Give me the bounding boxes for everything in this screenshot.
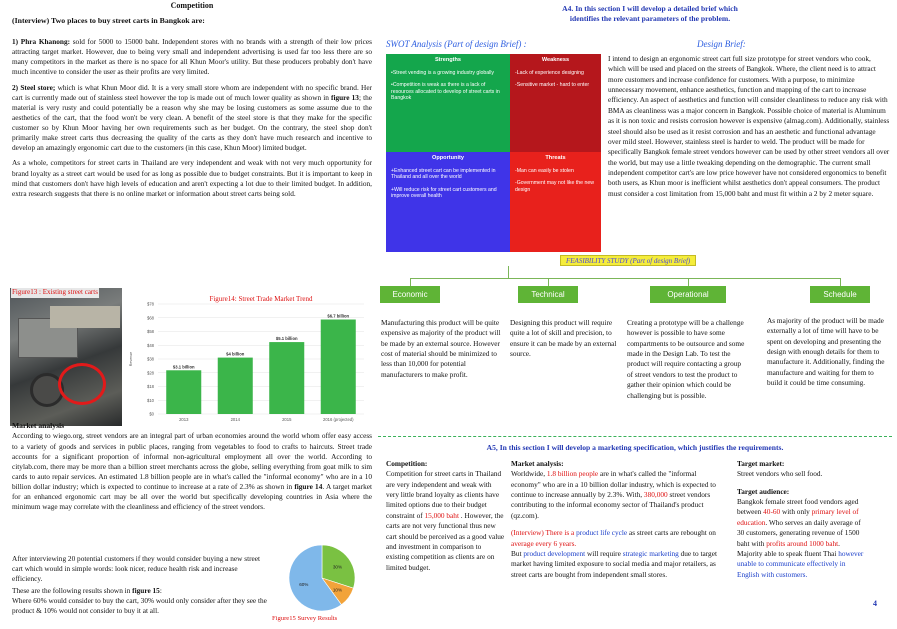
x-tick-label: 2014 (230, 417, 240, 422)
bar-value-label: $5.1 billion (275, 336, 298, 342)
design-brief-title: Design Brief: (697, 39, 746, 49)
pie-slice-label: 10% (332, 587, 343, 593)
swot-threats: Threats -Man can easily be stolen -Government may not like the new design (510, 152, 601, 252)
tab-technical: Technical (518, 286, 578, 303)
target-market-text: Street vendors who sell food. (737, 469, 823, 479)
figure15-chart (270, 540, 375, 624)
survey-results-line: These are the following results shown in figure 15: (12, 586, 162, 596)
economic-text: Manufacturing this product will be quite expensive as majority of the product will be made by an external source. However cost of material should be minimized to less than 10,000 for potential manufacturers to make profit. (381, 318, 501, 379)
market-analysis-block (12, 421, 372, 512)
bar (218, 358, 253, 414)
bar-value-label: $3.1 billion (172, 364, 195, 370)
technical-text: Designing this product will require quite a lot of skill and precision, to ensure it can be made by an external source. (510, 318, 617, 359)
target-audience-title: Target audience: (737, 486, 790, 496)
tab-economic: Economic (380, 286, 440, 303)
paragraph-summary: As a whole, competitors for street carts in Thailand are very independent and weak with not very much opportunity for brand loyalty as a street cart would be used for as long as possible due to budget constraints. But it is important to keep in mind that customers don't have high levels of education and aren't expecting a lot due to their limited budget. In addition, extra research suggests that there is no online market or information about street carts being sold. (12, 158, 372, 198)
bar-value-label: $4 billion (226, 351, 245, 357)
market-section (511, 459, 725, 580)
red-highlight-circle (58, 363, 106, 405)
target-section (737, 459, 865, 580)
fig13-caption: Figure13 : Existing street carts (12, 288, 98, 296)
a5-title: A5, In this section I will develop a marketing specification, which justifies the requirements. (486, 443, 784, 452)
y-tick-label: $48 (147, 342, 154, 348)
tab-schedule: Schedule (810, 286, 870, 303)
competition-heading: Competition (170, 1, 214, 10)
bar (166, 370, 201, 414)
bar (321, 320, 356, 414)
operational-text: Creating a prototype will be a challenge however is possible to have some compartments to be outsource and some made in the Design Lab. To test the product will require contacting a group of street vendors to test the product to gather their opinion which could be challenging but is possible. (627, 318, 745, 400)
swot-title: SWOT Analysis (Part of design Brief) : (386, 39, 527, 49)
interview-subheading: (Interview) Two places to buy street carts in Bangkok are: (12, 16, 205, 26)
market-analysis-text: According to wiego.org, street vendors are an integral part of urban economies around the world whom offer easy access to a variety of goods and services in public places, ranging from vegetables to food to crafts to haircuts. Street trade accounts for a significant proportion of informal non-agricultural employment all over the world. According to citylab.com, there may be more than a billion street merchants across the globe, selling everything from goat milk to sim cards to auto repair services. An estimated 1.8 billion people are in what's called the "informal economy" who are in a 10 billion dollar industry; which is expected to continue to increase at a rate of 2.3% as shown in figure 14. A target market for an enhanced ergonomic cart may be all over the world but specifically developing countries in Asia where the minimum wage may correlate with the cleanliness and efficiency of the street vendors. (12, 431, 372, 511)
target-market-title: Target market: (737, 459, 785, 468)
cart-roof-shape (50, 306, 120, 328)
tree-branch (410, 278, 841, 279)
y-tick-label: $10 (147, 397, 154, 403)
figure13-photo (10, 288, 122, 426)
market-text-3: But product development will require strategic marketing due to target market having limited exposure to social media and major retailers, as street carts are bought from independent small stores. (511, 548, 717, 579)
market-text-1: Worldwide, 1.8 billion people are in what's called the "informal economy" who are in a 10 billion dollar industry, which is expected to continue to increase annually by 2.3%. With, 380,000 street vendors contributing to the informal economy sector of Thailand's product (qz.com). (511, 469, 716, 520)
competition-title: Competition: (386, 459, 428, 468)
survey-block (12, 554, 267, 616)
y-tick-label: $0 (149, 411, 154, 417)
target-audience-text: Bangkok female street food vendors aged between 40-60 with only primary level of education. Who serves an daily average of 30 customers, generating revenue of 1500 baht with profits around 1000 baht. Majority able to speak fluent Thai however unable to communicate effectively in English with customers. (737, 497, 864, 579)
competition-section (386, 459, 506, 573)
y-tick-label: $18 (147, 384, 154, 389)
left-column (12, 0, 372, 204)
tree-drop-2 (548, 278, 549, 286)
survey-percentages: Where 60% would consider to buy the cart, 30% would only consider after they see the product & 10% would not consider to buy it at all. (12, 596, 267, 616)
fig15-caption: Figure15 Survey Results (272, 615, 338, 622)
tree-drop-4 (840, 278, 841, 286)
survey-pie-chart (270, 540, 375, 624)
y-tick-label: $28 (147, 370, 154, 376)
swot-strengths: Strengths •Street vending is a growing industry globally •Competition is weak as there is a lack of resources allocated to develop of street carts in Bangkok (386, 54, 510, 152)
section-divider (378, 436, 892, 437)
tab-operational: Operational (650, 286, 726, 303)
steel-store-label: 2) Steel store; (12, 83, 56, 93)
phra-khanong-label: 1) Phra Khanong: (12, 36, 71, 46)
swot-opportunity: Opportunity +Enhanced street cart can be implemented in Thailand and all over the world +Will reduce risk for street cart customers and improve overall health (386, 152, 510, 252)
market-analysis-title: Market analysis (12, 421, 65, 430)
tree-drop-1 (410, 278, 411, 286)
chart-title: Figure14: Street Trade Market Trend (209, 295, 313, 303)
y-tick-label: $68 (147, 315, 154, 321)
figure14-chart (124, 290, 370, 426)
pie-slice-label: 60% (299, 581, 309, 587)
pie-slice-label: 30% (332, 564, 343, 570)
y-tick-label: $58 (147, 329, 154, 334)
x-tick-label: 2016 (projected) (323, 417, 354, 422)
x-tick-label: 2015 (282, 417, 292, 422)
paragraph-steel-store: 2) Steel store; which is what Khun Moor did. It is a very small store whom are independent with no specific brand. Her cart is currently made out of stainless steel however the top is made out of much lower quality as shown in figure 13; the material is very rusty and could potentially be a reason why she may be losing customers as some assume due to the aesthetics of the cart, that the food won't be very clean. A benefit of the steel store is that they make for the specific customer so by Khun Moor having her own requirements such as her budget. On the contrary, the steel shop don't primarily make street carts thus decreasing the quality of the carts as they don't have much research and incentive to develop an amazingly ergonomic cart due to the customers (in this case, Khun Moor) limited budget. (12, 83, 372, 153)
y-tick-label: $38 (147, 356, 154, 362)
market-text-2: (Interview) There is a product life cycle as street carts are rebought on average every 6 years. (511, 528, 716, 548)
street-trade-bar-chart (124, 290, 370, 426)
tree-stem (508, 266, 509, 278)
market-title: Market analysis: (511, 459, 564, 468)
swot-weakness: Weakness -Lack of experience designing -Sensitive market - hard to enter (510, 54, 601, 152)
bar (269, 342, 304, 414)
competition-text: Competition for street carts in Thailand are very independent and weak with very little brand loyalty as clients have limited options due to their budget constraint of 15,000 baht . However, the carts are not very functional thus new cart should be perceived as a good value and investment in comparison to existing competition as clients are on limited budget. (386, 469, 505, 572)
x-tick-label: 2013 (179, 417, 189, 422)
y-axis-label: Revenue (129, 351, 133, 367)
a4-title: A4. In this section I will develop a detailed brief which identifies the relevant parameters of the problem. (562, 4, 738, 24)
bar-value-label: $6.7 billion (327, 313, 350, 319)
schedule-text: As majority of the product will be made externally a lot of time will have to be spent on developing and presenting the design with enough details for them to manufacture it. Additionally, finding the manufacture and waiting for them to build it could be time consuming. (767, 316, 885, 388)
y-tick-label: $78 (147, 301, 154, 307)
tree-drop-3 (688, 278, 689, 286)
page-number: 4 (873, 599, 877, 608)
swot-grid (386, 54, 601, 252)
design-brief-text: I intend to design an ergonomic street cart full size prototype for street vendors who cook, which will be used and placed on the streets of Bangkok. Where, the client need is to attract more customers and increase confidence for customers. With a purpose, to minimize unnecessary movement, enhance aesthetics, function and mapping of the cart to increase efficiency. An aspect of aesthetics and function will consider cleanliness to reduce any risk with BMA as cleanliness was a major concern in Bangkok. Possible choice of material is Aluminum as it is non toxic and resists corrosion however is expensive (almag.com). Additionally, stainless steel should also be used as it resist corrosion and has an aesthetic and functional advantage over mild steel. However, stainless steel is harder to weld. The product will be made for specifically Bangkok female street vendors however can be used by other street vendors all over the world, but may use a little tweaking depending on the demographic. The current small independent competitor cart's are low price however have not considered ergonomics to benefit both users, as Khun moor is inefficient whilst aesthetics don't appeal consumers. The product must consider a cost limitation from 15,000 baht and must fit within a 2 by 2 meter square. (608, 54, 890, 198)
feasibility-title: FEASIBILITY STUDY (Part of design Brief) (560, 255, 696, 266)
survey-intro: After interviewing 20 potential customers if they would consider buying a new street cart which would in simple words: look nicer, reduce health risk and increase efficiency. (12, 554, 261, 584)
paragraph-phra-khanong: 1) Phra Khanong: sold for 5000 to 15000 baht. Independent stores with no brands with a strength of their low prices attracting target market. However, due to being very small and independent advertising is used far too less there are so many competitors in the market as there is no space for all Khun Moor's utility. But these producers probably don't have much incentive to consider the user as their profits are very limited. (12, 36, 372, 76)
